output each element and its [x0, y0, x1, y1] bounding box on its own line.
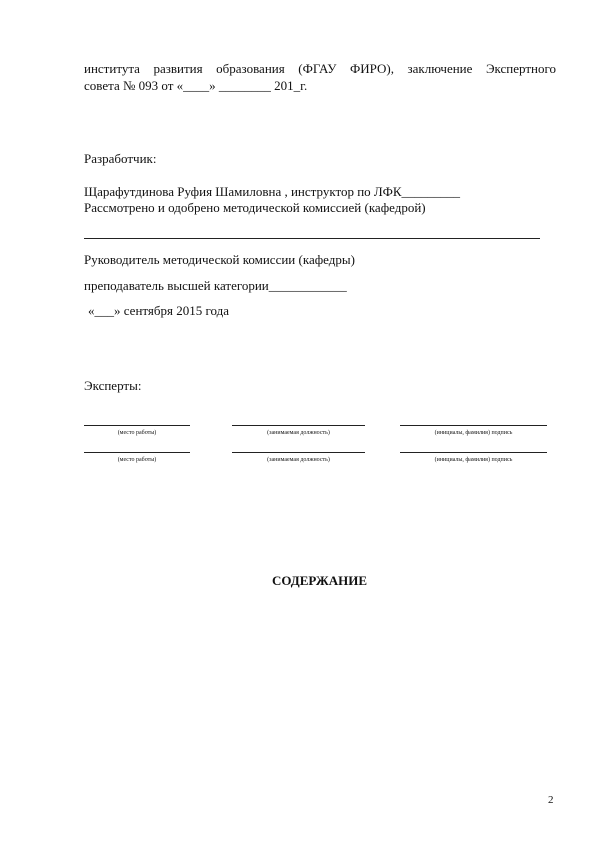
- commission-underline: [84, 238, 540, 239]
- position-line: [232, 425, 365, 426]
- developer-label: Разработчик:: [84, 151, 157, 166]
- approval-line: Рассмотрено и одобрено методической комиссией (кафедрой): [84, 200, 426, 215]
- head-date-line: «___» сентября 2015 года: [88, 303, 230, 318]
- signature-line: [400, 425, 547, 426]
- contents-heading: СОДЕРЖАНИЕ: [271, 573, 368, 588]
- experts-label: Эксперты:: [84, 378, 142, 393]
- signature-line: [400, 452, 547, 453]
- head-position-line: преподаватель высшей категории____________: [84, 278, 347, 293]
- workplace-line: [84, 425, 190, 426]
- page-number: 2: [548, 794, 554, 806]
- signature-caption: (инициалы, фамилия) подпись: [434, 457, 513, 463]
- developer-name-line: Щарафутдинова Руфия Шамиловна , инструктор по ЛФК_________: [84, 184, 461, 199]
- position-caption: (занимаемая должность): [267, 430, 330, 436]
- intro-line-1: института развития образования (ФГАУ ФИРО), заключение Экспертного: [84, 61, 556, 76]
- intro-paragraph: [84, 60, 556, 94]
- workplace-line: [84, 452, 190, 453]
- head-title-line: Руководитель методической комиссии (кафедры): [84, 252, 355, 267]
- signature-caption: (инициалы, фамилия) подпись: [434, 430, 513, 436]
- intro-line-2: совета № 093 от «____» ________ 201_г.: [84, 78, 308, 93]
- workplace-caption: (место работы): [117, 457, 157, 463]
- workplace-caption: (место работы): [117, 430, 157, 436]
- position-caption: (занимаемая должность): [267, 457, 330, 463]
- position-line: [232, 452, 365, 453]
